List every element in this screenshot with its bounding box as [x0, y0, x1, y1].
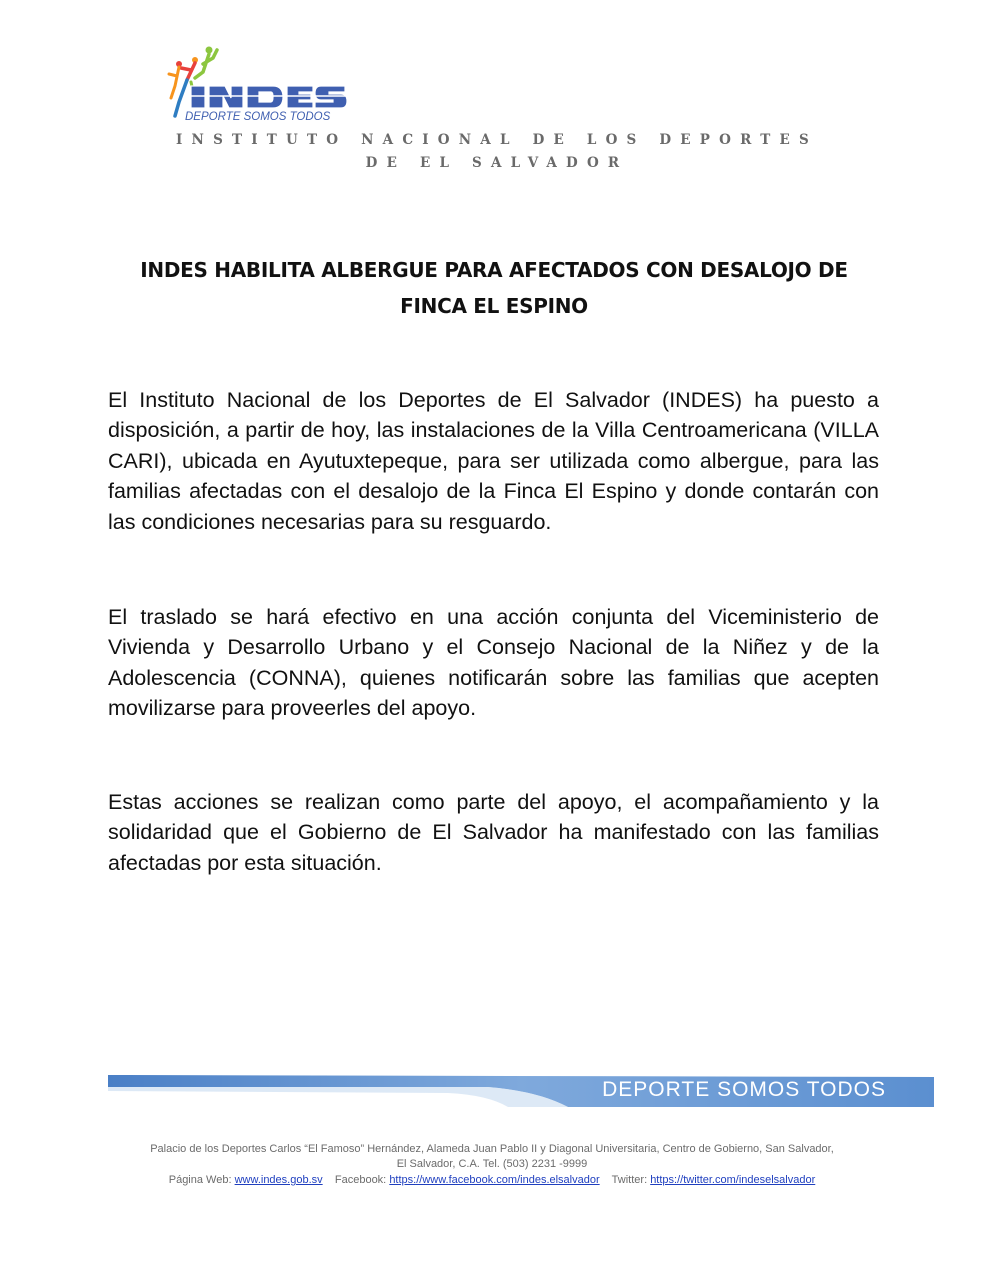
- paragraph-2: El traslado se hará efectivo en una acción conjunta del Viceministerio de Vivienda y Desarrollo Urbano y el Consejo Nacional de la Niñez y de la Adolescencia (CONNA), quienes notificarán sobre las familias que acepten movilizarse para proveerles del apoyo.: [108, 605, 879, 721]
- twitter-link[interactable]: https://twitter.com/indeselsalvador: [650, 1174, 816, 1186]
- banner-slogan: DEPORTE SOMOS TODOS: [602, 1078, 886, 1101]
- footer-banner: [108, 1073, 934, 1109]
- footer-address-line2: El Salvador, C.A. Tel. (503) 2231 -9999: [396, 1158, 588, 1170]
- web-label: Página Web:: [168, 1174, 232, 1186]
- title-line-1: INDES HABILITA ALBERGUE PARA AFECTADOS CON DESALOJO DE: [140, 258, 848, 282]
- document-title: [100, 252, 888, 324]
- footer-address-line1: Palacio de los Deportes Carlos “El Famoso” Hernández, Alameda Juan Pablo II y Diagonal Universitaria, Centro de Gobierno, San Salvador,: [150, 1143, 834, 1155]
- twitter-label: Twitter:: [611, 1174, 648, 1186]
- institute-name-line2: DE EL SALVADOR: [365, 155, 629, 171]
- web-link[interactable]: www.indes.gob.sv: [234, 1174, 323, 1186]
- facebook-label: Facebook:: [334, 1174, 387, 1186]
- facebook-link[interactable]: https://www.facebook.com/indes.elsalvador: [389, 1174, 600, 1186]
- indes-logo: [165, 42, 355, 126]
- paragraph-3: Estas acciones se realizan como parte del apoyo, el acompañamiento y la solidaridad que el Gobierno de El Salvador ha manifestado con las familias afectadas por esta situación.: [108, 790, 879, 875]
- footer-contacts: [0, 1174, 984, 1186]
- logo-tagline: DEPORTE SOMOS TODOS: [185, 111, 331, 123]
- indes-logo-graphic: [165, 42, 355, 126]
- institute-name-line1: INSTITUTO NACIONAL DE LOS DEPORTES: [176, 132, 818, 148]
- title-line-2: FINCA EL ESPINO: [400, 294, 588, 318]
- paragraph-1: El Instituto Nacional de los Deportes de El Salvador (INDES) ha puesto a disposición, a partir de hoy, las instalaciones de la Villa Centroamericana (VILLA CARI), ubicada en Ayutuxtepeque, para ser utilizada como albergue, para las familias afectadas con el desalojo de la Finca El Espino y donde contarán con las condiciones necesarias para su resguardo.: [108, 388, 879, 534]
